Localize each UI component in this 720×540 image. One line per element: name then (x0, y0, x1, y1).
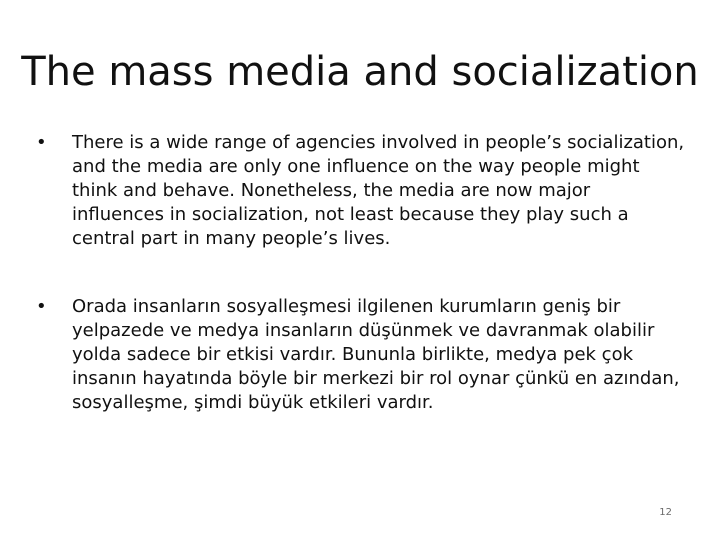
page-number: 12 (659, 507, 672, 518)
bullet-text: There is a wide range of agencies involved in people’s socialization, and the media are only one influence on the way people might think and behave. Nonetheless, the media are now major influences in socialization, not least because they play such a central part in many people’s lives. (72, 132, 685, 249)
bullet-text: Orada insanların sosyalleşmesi ilgilenen kurumların geniş bir yelpazede ve medya insanların düşünmek ve davranmak olabilir yolda sadece bir etkisi vardır. Bununla birlikte, medya pek çok insanın hayatında böyle bir merkezi bir rol oynar çünkü en azından, sosyalleşme, şimdi büyük etkileri vardır. (72, 296, 680, 413)
bullet-list (36, 131, 686, 415)
bullet-marker: • (36, 132, 47, 153)
bullet-item-english (36, 131, 686, 251)
slide-title: The mass media and socialization (21, 49, 699, 95)
bullet-item-turkish (36, 295, 686, 415)
bullet-marker: • (36, 296, 47, 317)
